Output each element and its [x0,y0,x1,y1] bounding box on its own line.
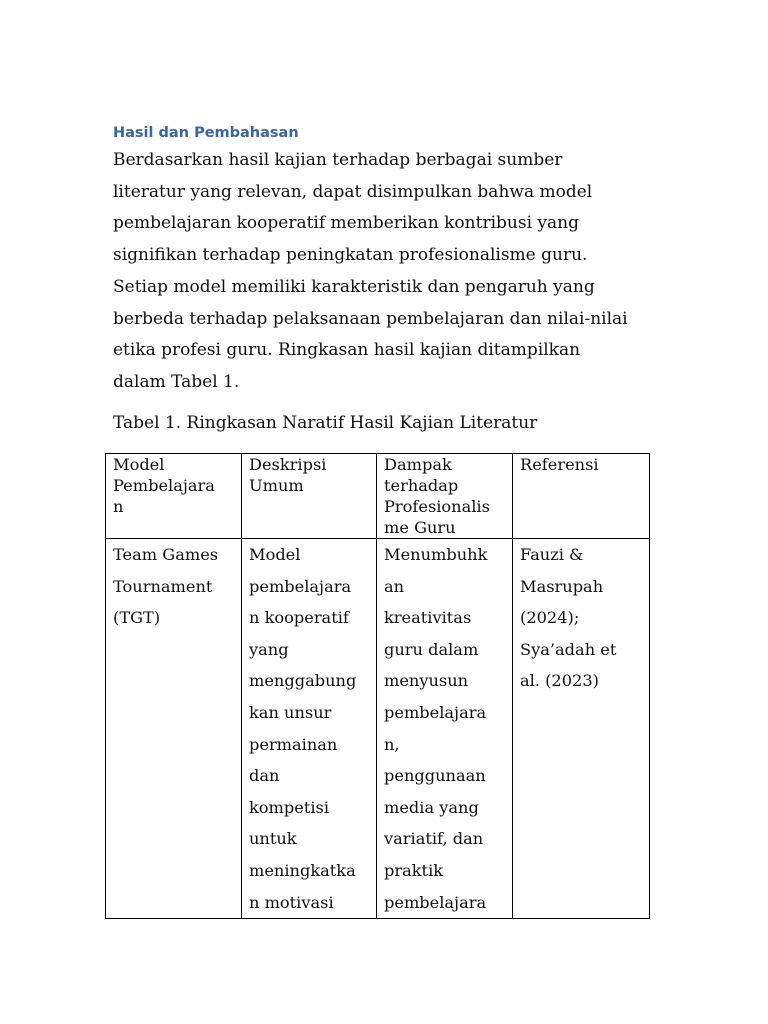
cell-impact: Menumbuhk an kreativitas guru dalam menyusun pembelajara n, penggunaan media yang variatif, dan praktik pembelajara [377,539,513,919]
header-cell-model: Model Pembelajara n [106,454,242,539]
header-cell-referensi: Referensi [513,454,650,539]
paragraph-line: Setiap model memiliki karakteristik dan pengaruh yang [113,276,595,297]
cell-description: Model pembelajara n kooperatif yang menggabung kan unsur permainan dan kompetisi untuk meningkatka n motivasi [242,539,377,919]
paragraph-line: literatur yang relevan, dapat disimpulkan bahwa model [113,181,593,202]
body-paragraph [113,145,673,399]
paragraph-line: Berdasarkan hasil kajian terhadap berbagai sumber [113,150,563,170]
paragraph-line: signifikan terhadap peningkatan profesionalisme guru. [113,245,588,266]
paragraph-line: etika profesi guru. Ringkasan hasil kajian ditampilkan [113,340,581,361]
paragraph-line: berbeda terhadap pelaksanaan pembelajaran dan nilai-nilai [113,308,628,329]
table-header-row [106,454,650,539]
cell-references: Fauzi & Masrupah (2024); Sya’adah et al. (2023) [513,539,650,919]
paragraph-line: pembelajaran kooperatif memberikan kontribusi yang [113,213,579,234]
header-cell-deskripsi: Deskripsi Umum [242,454,377,539]
table-row [106,539,650,919]
literature-table [105,453,650,919]
paragraph-line: dalam Tabel 1. [113,371,240,392]
table-caption: Tabel 1. Ringkasan Naratif Hasil Kajian Literatur [113,413,538,433]
header-cell-dampak: Dampak terhadap Profesionalis me Guru [377,454,513,539]
cell-model-name: Team Games Tournament (TGT) [106,539,242,919]
section-heading: Hasil dan Pembahasan [113,125,299,141]
